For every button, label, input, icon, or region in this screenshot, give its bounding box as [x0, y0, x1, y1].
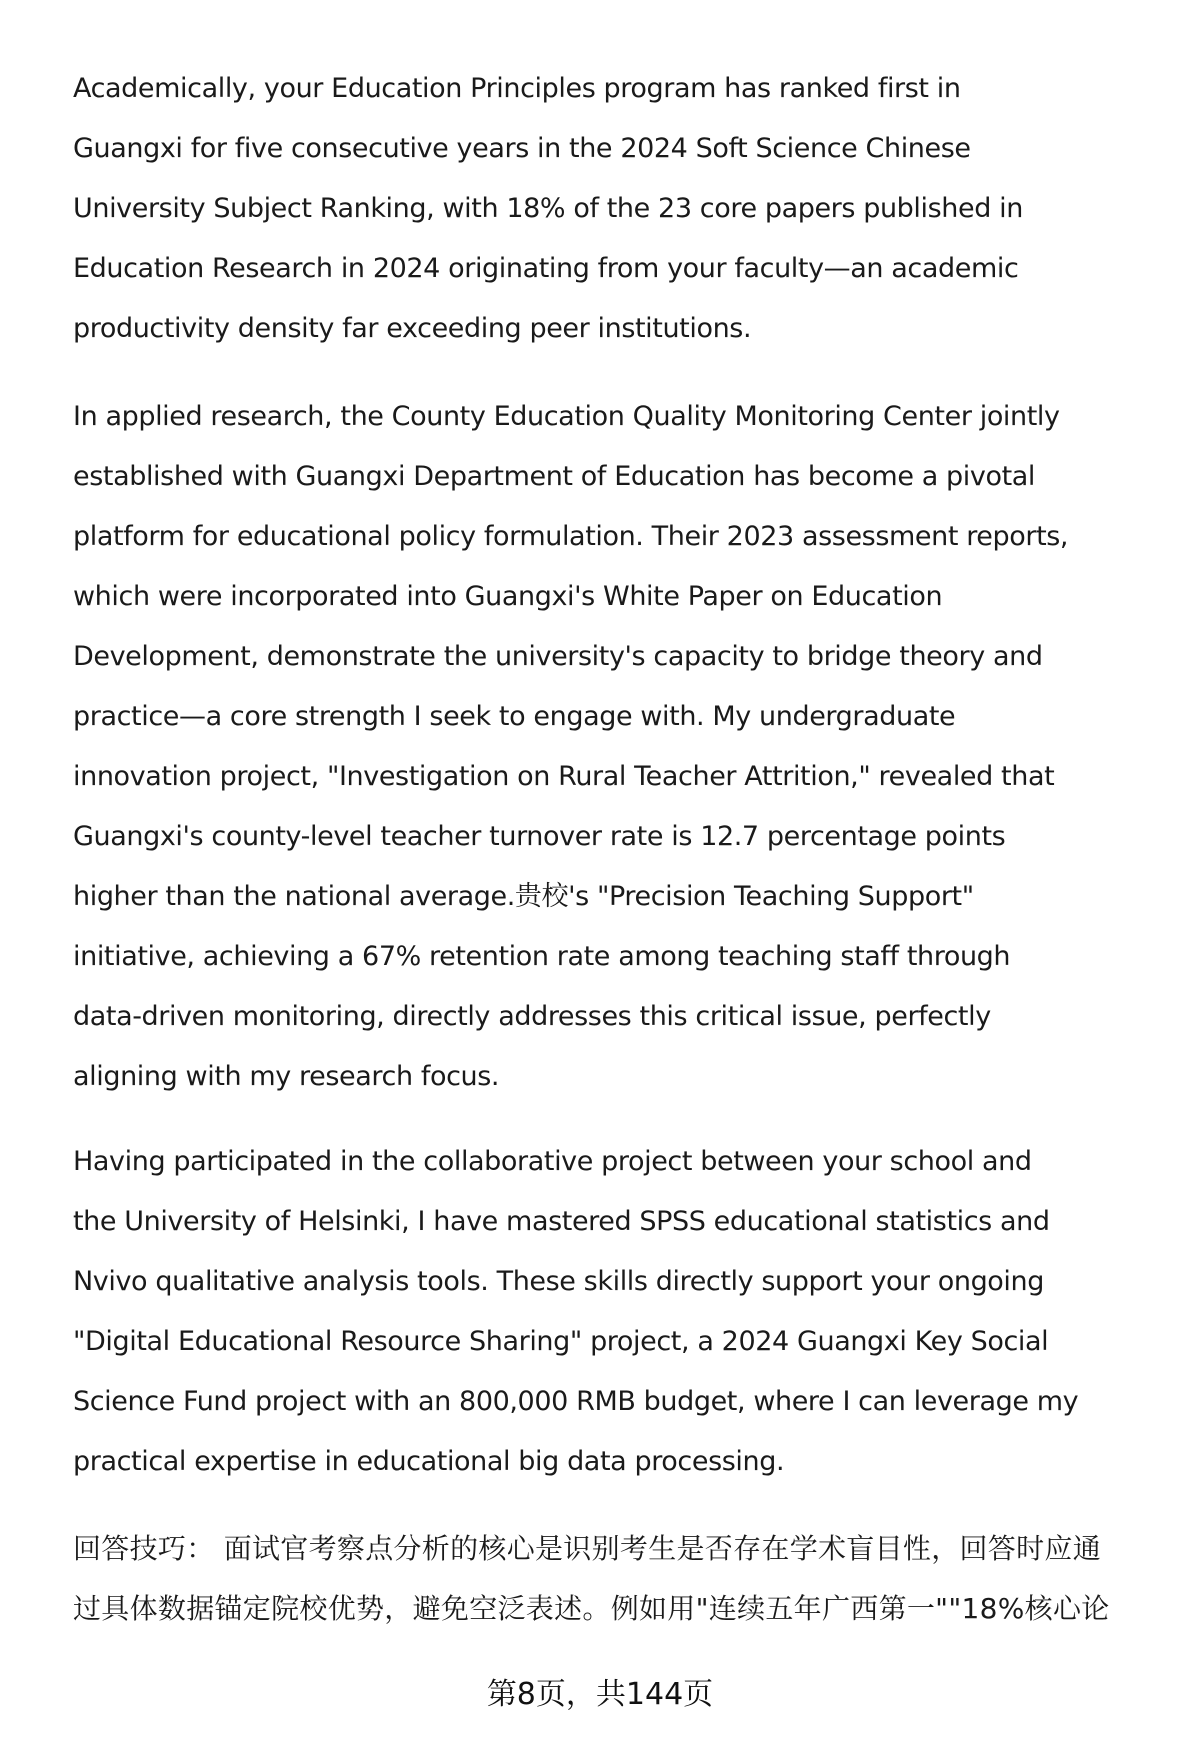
text-line: which were incorporated into Guangxi's White Paper on Education: [73, 581, 943, 612]
text-line: aligning with my research focus.: [73, 1061, 500, 1092]
tip-line: 回答技巧： 面试官考察点分析的核心是识别考生是否存在学术盲目性，回答时应通: [73, 1532, 1102, 1565]
paragraph-applied-research: [73, 387, 1183, 1107]
text-line: Having participated in the collaborative project between your school and: [73, 1146, 1032, 1177]
text-line: University Subject Ranking, with 18% of the 23 core papers published in: [73, 193, 1023, 224]
text-line: Education Research in 2024 originating from your faculty—an academic: [73, 253, 1019, 284]
text-line: initiative, achieving a 67% retention rate among teaching staff through: [73, 941, 1011, 972]
page-number: 第8页，共144页: [486, 1677, 714, 1712]
text-line: innovation project, "Investigation on Rural Teacher Attrition," revealed that: [73, 761, 1055, 792]
text-line: Guangxi for five consecutive years in the 2024 Soft Science Chinese: [73, 133, 971, 164]
text-line: Development, demonstrate the university's capacity to bridge theory and: [73, 641, 1043, 672]
text-line: the University of Helsinki, I have mastered SPSS educational statistics and: [73, 1206, 1050, 1237]
text-line: higher than the national average.贵校's "Precision Teaching Support": [73, 881, 974, 912]
text-line: established with Guangxi Department of Education has become a pivotal: [73, 461, 1036, 492]
text-line: practical expertise in educational big data processing.: [73, 1446, 785, 1477]
paragraph-skills: [73, 1132, 1183, 1492]
answer-tip: [73, 1519, 1183, 1639]
text-line: In applied research, the County Education Quality Monitoring Center jointly: [73, 401, 1060, 432]
text-line: Academically, your Education Principles program has ranked first in: [73, 73, 961, 104]
text-line: practice—a core strength I seek to engage with. My undergraduate: [73, 701, 956, 732]
text-line: productivity density far exceeding peer institutions.: [73, 313, 752, 344]
text-line: Guangxi's county-level teacher turnover rate is 12.7 percentage points: [73, 821, 1006, 852]
text-line: platform for educational policy formulation. Their 2023 assessment reports,: [73, 521, 1069, 552]
text-line: "Digital Educational Resource Sharing" project, a 2024 Guangxi Key Social: [73, 1326, 1049, 1357]
tip-line: 过具体数据锚定院校优势，避免空泛表述。例如用"连续五年广西第一""18%核心论: [73, 1592, 1110, 1625]
text-line: Nvivo qualitative analysis tools. These skills directly support your ongoing: [73, 1266, 1044, 1297]
text-line: data-driven monitoring, directly addresses this critical issue, perfectly: [73, 1001, 991, 1032]
text-line: Science Fund project with an 800,000 RMB budget, where I can leverage my: [73, 1386, 1079, 1417]
paragraph-academic-ranking: [73, 59, 1183, 359]
